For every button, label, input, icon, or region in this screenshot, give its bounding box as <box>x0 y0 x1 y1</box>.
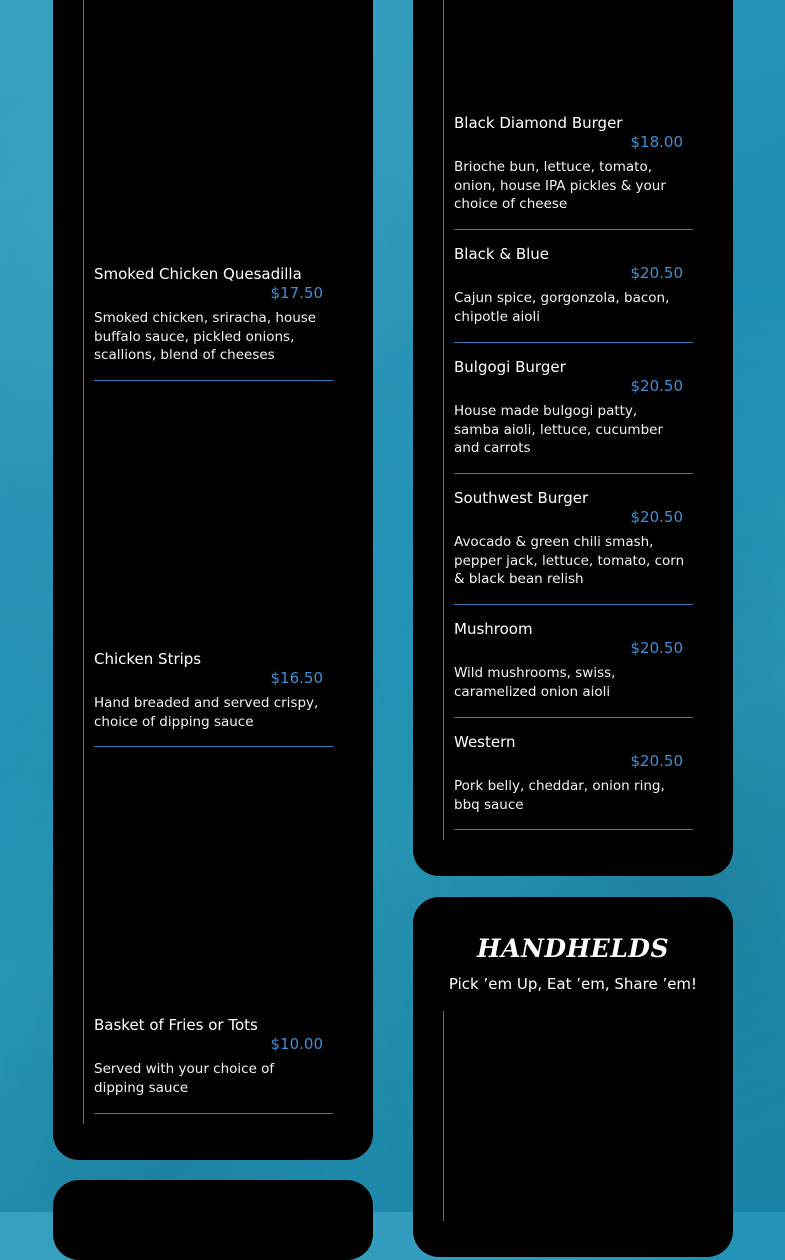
menu-item-price: $20.50 <box>630 377 683 395</box>
menu-item-divider <box>454 342 693 343</box>
section-title: HANDHELDS <box>476 934 670 963</box>
menu-item-description: Avocado & green chili smash, pepper jack, lettuce, tomato, corn & black bean relish <box>454 534 685 587</box>
menu-item-name: Black & Blue <box>454 245 550 263</box>
menu-item-name: Bulgogi Burger <box>454 358 566 376</box>
left-column-divider <box>83 0 84 1124</box>
menu-item <box>454 619 693 701</box>
handhelds-column-divider <box>443 1011 444 1221</box>
menu-item-price: $20.50 <box>630 264 683 282</box>
menu-item <box>94 264 333 365</box>
menu-card-appetizers <box>53 0 373 1160</box>
menu-item <box>454 113 693 214</box>
menu-item-name: Southwest Burger <box>454 489 589 507</box>
menu-item <box>94 649 333 731</box>
menu-item-divider <box>454 604 693 605</box>
menu-item-divider <box>94 380 333 381</box>
menu-item-name: Smoked Chicken Quesadilla <box>94 265 302 283</box>
menu-item <box>454 488 693 589</box>
menu-item-divider <box>454 229 693 230</box>
menu-item-price: $20.50 <box>630 639 683 657</box>
menu-item-price: $20.50 <box>630 752 683 770</box>
menu-item-divider <box>454 829 693 830</box>
menu-item-name: Western <box>454 733 516 751</box>
menu-item-price: $10.00 <box>270 1035 323 1053</box>
menu-item-name: Black Diamond Burger <box>454 114 623 132</box>
menu-item-description: Smoked chicken, sriracha, house buffalo sauce, pickled onions, scallions, blend of cheeses <box>94 310 317 363</box>
menu-item-divider <box>454 717 693 718</box>
menu-item-divider <box>94 1113 333 1114</box>
menu-item-price: $20.50 <box>630 508 683 526</box>
menu-item <box>454 244 693 326</box>
menu-item-description: Cajun spice, gorgonzola, bacon, chipotle aioli <box>454 290 670 325</box>
menu-item-description: House made bulgogi patty, samba aioli, lettuce, cucumber and carrots <box>454 403 663 456</box>
menu-item-price: $17.50 <box>270 284 323 302</box>
menu-item-price: $16.50 <box>270 669 323 687</box>
menu-item-description: Served with your choice of dipping sauce <box>94 1061 275 1096</box>
menu-item-name: Basket of Fries or Tots <box>94 1016 258 1034</box>
menu-item <box>454 357 693 458</box>
burgers-column-divider <box>443 0 444 840</box>
menu-card-next <box>53 1180 373 1260</box>
menu-item-description: Hand breaded and served crispy, choice of dipping sauce <box>94 695 319 730</box>
menu-item-divider <box>94 746 333 747</box>
menu-item-name: Chicken Strips <box>94 650 202 668</box>
menu-item-name: Mushroom <box>454 620 533 638</box>
menu-item <box>454 732 693 814</box>
menu-item-description: Pork belly, cheddar, onion ring, bbq sauce <box>454 778 665 813</box>
menu-item-price: $18.00 <box>630 133 683 151</box>
menu-item-description: Wild mushrooms, swiss, caramelized onion aioli <box>454 665 616 700</box>
menu-item <box>94 1015 333 1097</box>
section-subtitle: Pick ’em Up, Eat ’em, Share ’em! <box>448 975 698 993</box>
menu-item-divider <box>454 473 693 474</box>
menu-item-description: Brioche bun, lettuce, tomato, onion, house IPA pickles & your choice of cheese <box>454 159 666 212</box>
